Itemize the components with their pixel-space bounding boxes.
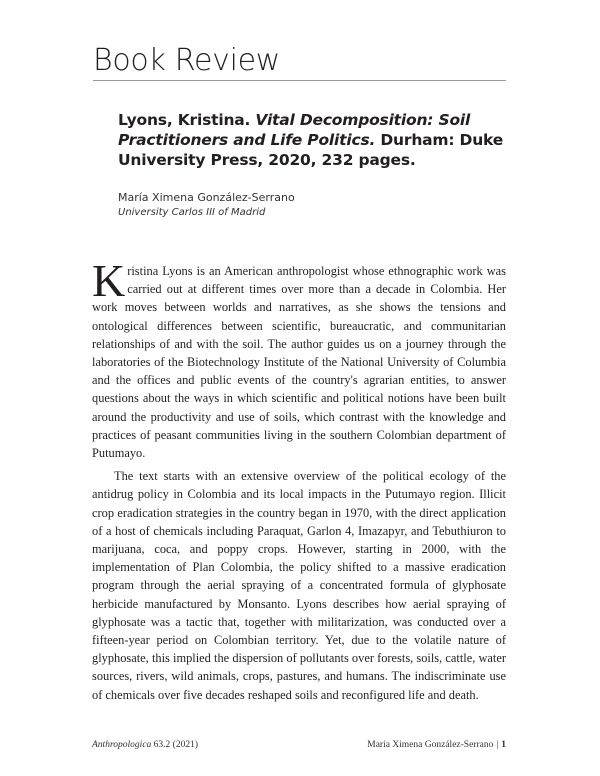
- footer-journal-info: [92, 740, 198, 750]
- paragraph: The text starts with an extensive overview of the political ecology of the antidrug policy in Colombia and its local impacts in the Putumayo region. Illicit crop eradication strategies in the country began in 1970, with the direct application of a host of chemicals including Paraquat, Garlon 4, Imazapyr, and Tebuthiuron to marijuana, coca, and poppy crops. However, starting in 2000, with the implementation of Plan Colombia, the policy shifted to a massive eradication program through the aerial spraying of a concentrated formula of glyphosate herbicide manufactured by Monsanto. Lyons describes how aerial spraying of glyphosate was a tactic that, together with militarization, was conducted over a fifteen-year period on Colombian territory. Yet, due to the volatile nature of glyphosate, this implied the dispersion of pollutants over forests, soils, cattle, water sources, rivers, wild animals, crops, pastures, and humans. The indiscriminate use of chemicals over five decades reshaped soils and reconfigured life and death.: [92, 469, 506, 702]
- book-citation: [118, 110, 518, 170]
- running-author: María Ximena González-Serrano: [367, 740, 494, 750]
- drop-cap: K: [92, 255, 126, 306]
- section-title: Book Review: [93, 43, 280, 78]
- citation-book-title: Vital Decomposition: Soil Practitioners and Life Politics.: [118, 111, 471, 149]
- citation-publisher: Durham: Duke University Press, 2020, 232 pages.: [118, 131, 504, 169]
- paragraph: [92, 255, 506, 462]
- paragraph-text: ristina Lyons is an American anthropologist whose ethnographic work was carried out at different times over more than a decade in Colombia. Her work moves between worlds and narratives, as she shows the tensions and ontological differences between scientific, bureaucratic, and communitarian relationships of and with the soil. The author guides us on a journey through the laboratories of the Biotechnology Institute of the National University of Columbia and the offices and public events of the country's agrarian entities, to answer questions about the ways in which scientific and political notions have been built around the productivity and use of soils, which contrast with the knowledge and practices of peasant communities living in the southern Colombian department of Putumayo.: [92, 264, 506, 461]
- reviewer-name: María Ximena González-Serrano: [118, 191, 295, 204]
- citation-author: Lyons, Kristina.: [118, 111, 256, 129]
- section-divider: [93, 80, 506, 81]
- review-body: [92, 255, 506, 704]
- footer-running-head: [367, 740, 506, 750]
- page-number: 1: [501, 740, 506, 750]
- journal-name: Anthropologica: [92, 740, 152, 750]
- reviewer-affiliation: University Carlos III of Madrid: [118, 207, 266, 218]
- footer-separator: |: [496, 740, 499, 750]
- journal-issue: 63.2 (2021): [151, 740, 198, 750]
